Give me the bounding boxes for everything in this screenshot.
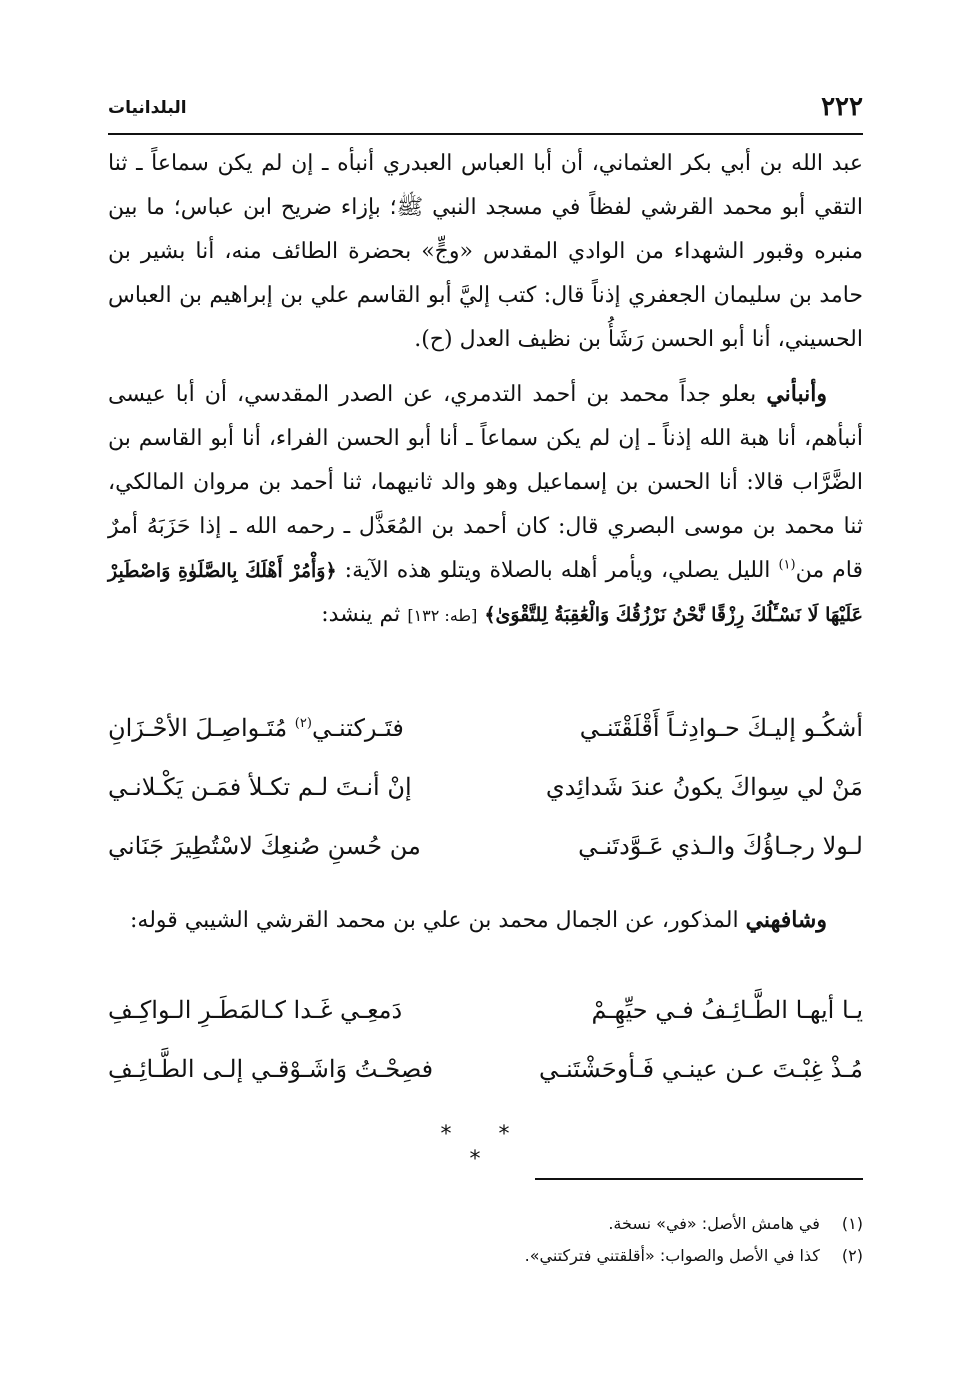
hemistich-second-part-b: مُتَـواصِـلَ الأحْـزَانِ [108,714,295,742]
poem-1-verse [108,773,863,832]
main-text-2 [108,888,863,943]
paragraph-2-lead: وأنبأني [766,381,827,407]
poem-1-verse [108,714,863,773]
page-number: ٢٢٢ [821,92,863,122]
hemistich-second [108,714,404,742]
poem-2-verse [108,1055,863,1114]
footnote-ref-1: (١) [778,557,796,573]
hemistich-first: يـا أيهـا الطَّـائِـفُ فـي حيِّهِـمْ [591,996,863,1024]
hemistich-second-part-a: فتَـركتنـي [311,714,404,742]
paragraph-2-text-2: الليل يصلي، ويأمر أهله بالصلاة ويتلو هذه الآية: [344,558,771,583]
hemistich-first: مَنْ لي سِواكَ يكونُ عندَ شَدائِدي [545,773,863,801]
footnote-2-text: كذا في الأصل والصواب: «أقلقتني فتركتني». [524,1246,820,1265]
poem-2 [108,996,863,1114]
footnote-ref-2: (٢) [294,716,312,731]
poem-1-verse [108,832,863,891]
paragraph-2-text-1: بعلو جداً محمد بن أحمد التدمري، عن الصدر المقدسي، أن أبا عيسى أنبأهم، أنا هبة الله إذناً ـ إن لم يكن سماعاً ـ أنا أبو الحسن الفراء، أنا أبو القاسم بن الضَّرَّاب قالا: أنا الحسن بن إسماعيل وهو والد ثانيهما، ثنا أحمد بن مروان المالكي، ثنا محمد بن موسى البصري قال: كان أحمد بن المُعَذَّل ـ رحمه الله ـ إذا حَزَبَهُ أمرٌ قام من [108,382,863,583]
footnote-1-text: في هامش الأصل: «في» نسخة. [608,1214,820,1233]
paragraph-3 [108,898,863,943]
poem-1 [108,714,863,891]
paragraph-3-lead: وشافهني [745,907,827,933]
poem-2-verse [108,996,863,1055]
hemistich-second: من حُسنِ صُنعِكَ لاسْتُطِيرَ جَنَاني [108,832,421,860]
page-header [108,90,863,132]
hemistich-second: فصِحْـتُ وَاشَـوْقـي إلـى الطَّـائِـفِ [108,1055,434,1083]
footnote-1-mark: (١) [841,1214,863,1233]
header-rule [108,133,863,135]
running-title: البلدانيات [108,98,187,118]
paragraph-2 [108,372,863,638]
hemistich-first: لـولا رجـاؤُكَ والـذي عَـوَّدتَنـي [578,832,863,860]
footnote-1 [108,1208,863,1240]
quran-verse: ﴿وَأْمُرْ أَهْلَكَ بِالصَّلَوٰةِ وَاصْطَبِرْ عَلَيْهَا لَا نَسْـَٔلُكَ رِزْقًا نَّحْنُ نَرْزُقُكَ وَالْعَٰقِبَةُ لِلتَّقْوَىٰ﴾ [108,560,863,626]
footnote-2-mark: (٢) [841,1246,863,1265]
footnote-2 [108,1240,863,1272]
hemistich-first: أشكُـو إليـكَ حـوادِثـاً أَقْلَقْتَنـي [579,714,863,742]
footnotes [108,1208,863,1272]
paragraph-3-text: المذكور، عن الجمال محمد بن علي بن محمد القرشي الشيبي قوله: [130,908,739,933]
main-text [108,142,863,638]
paragraph-2-text-3: ثم ينشد: [321,602,401,627]
hemistich-first: مُـذْ غِبْـتَ عـن عينـي فَـأوحَشْتَنـي [538,1055,863,1083]
paragraph-1: عبد الله بن أبي بكر العثماني، أن أبا العباس العبدري أنبأه ـ إن لم يكن سماعاً ـ ثنا التقي أبو محمد القرشي لفظاً في مسجد النبي ﷺ؛ بإزاء ضريح ابن عباس؛ ما بين منبره وقبور الشهداء من الوادي المقدس «وجٍّ» بحضرة الطائف منه، أنا بشير بن حامد بن سليمان الجعفري إذناً قال: كتب إليَّ أبو القاسم علي بن إبراهيم بن العباس الحسيني، أنا أبو الحسن رَشَأُ بن نظيف العدل (ح). [108,151,863,352]
hemistich-second: دَمعِـي غَـدا كـالمَطَـرِ الـواكِـفِ [108,996,403,1024]
footnote-rule [535,1178,863,1180]
section-separator: * * * [440,1122,530,1172]
hemistich-second: إنْ أنـتَ لـم تكـلأ فمَـن يَكْـلانـي [108,773,412,801]
quran-citation: [طه: ١٣٢] [407,606,478,625]
